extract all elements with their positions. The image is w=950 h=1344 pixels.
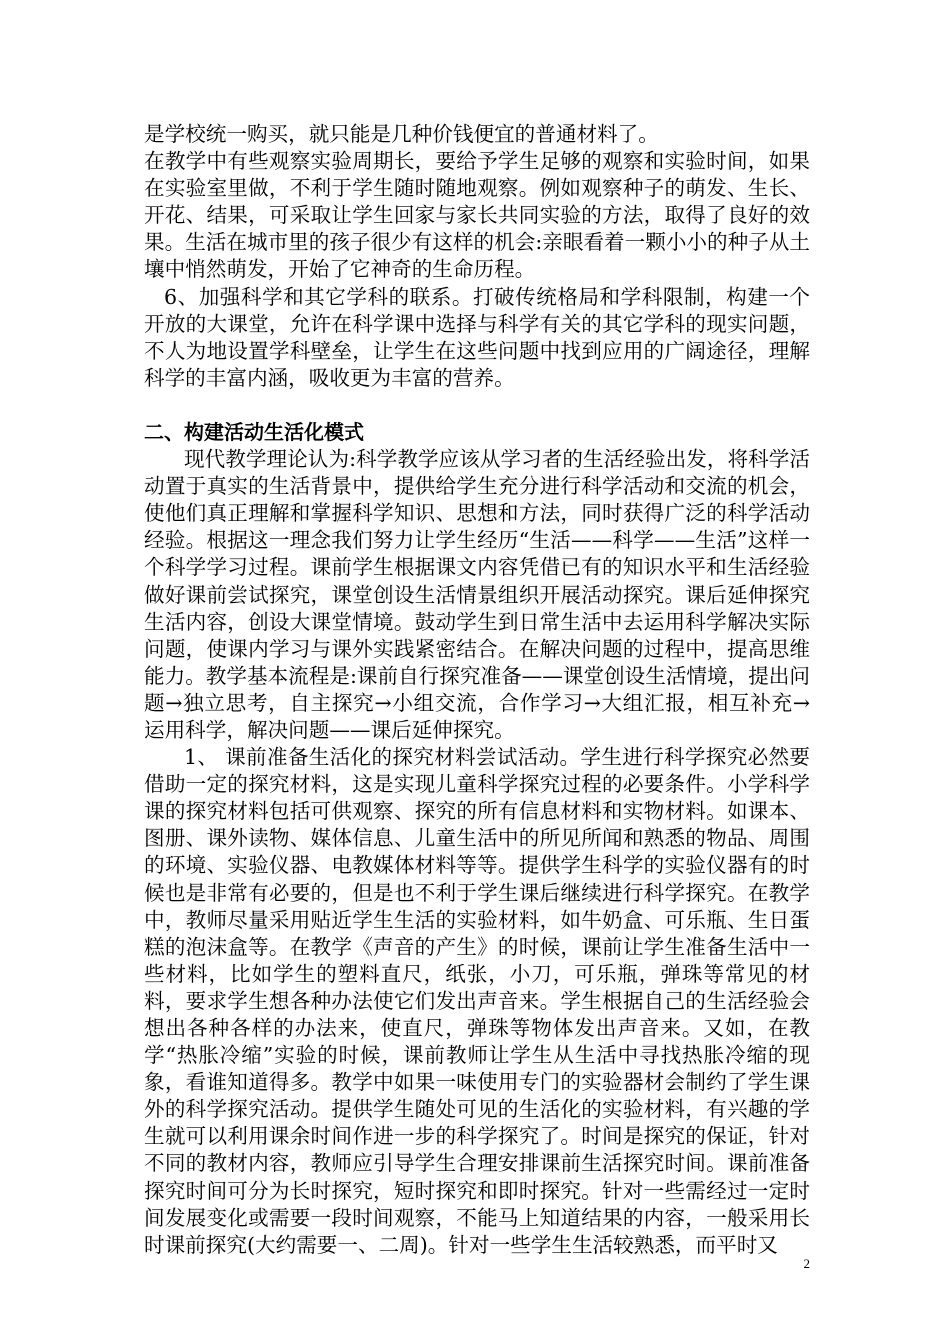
page-number: 2 bbox=[803, 1256, 810, 1271]
paragraph-point-1: 1、 课前准备生活化的探究材料尝试活动。学生进行科学探究必然要借助一定的探究材料，这是实现儿童科学探究过程的必要条件。小学科学课的探究材料包括可供观察、探究的所有信息材料和实物材料。如课本、图册、课外读物、媒体信息、儿童生活中的所见所闻和熟悉的物品、周围的环境、实验仪器、电教媒体材料等等。提供学生科学的实验仪器有的时候也是非常有必要的，但是也不利于学生课后继续进行科学探究。在教学中，教师尽量采用贴近学生生活的实验材料，如牛奶盒、可乐瓶、生日蛋糕的泡沫盒等。在教学《声音的产生》的时候，课前让学生准备生活中一些材料，比如学生的塑料直尺，纸张，小刀，可乐瓶，弹珠等常见的材料，要求学生想各种办法使它们发出声音来。学生根据自己的生活经验会想出各种各样的办法来，使直尺，弹珠等物体发出声音来。又如，在教学“热胀冷缩”实验的时候，课前教师让学生从生活中寻找热胀冷缩的现象，看谁知道得多。教学中如果一味使用专门的实验器材会制约了学生课外的科学探究活动。提供学生随处可见的生活化的实验材料，有兴趣的学生就可以利用课余时间作进一步的科学探究了。时间是探究的保证，针对不同的教材内容，教师应引导学生合理安排课前生活探究时间。课前准备探究时间可分为长时探究，短时探究和即时探究。针对一些需经过一定时间发展变化或需要一段时间观察，不能马上知道结果的内容，一般采用长时课前探究(大约需要一、二周)。针对一些学生生活较熟悉，而平时又 bbox=[144, 745, 810, 1257]
paragraph-theory: 现代教学理论认为:科学教学应该从学习者的生活经验出发，将科学活动置于真实的生活背景中，提供给学生充分进行科学活动和交流的机会，使他们真正理解和掌握科学知识、思想和方法，同时获得广泛的科学活动经验。根据这一理念我们努力让学生经历“生活——科学——生活”这样一个科学学习过程。课前学生根据课文内容凭借已有的知识水平和生活经验做好课前尝试探究，课堂创设生活情景组织开展活动探究。课后延伸探究生活内容，创设大课堂情境。鼓动学生到日常生活中去运用科学解决实际问题，使课内学习与课外实践紧密结合。在解决问题的过程中，提高思维能力。教学基本流程是:课前自行探究准备——课堂创设生活情境，提出问题→独立思考，自主探究→小组交流，合作学习→大组汇报，相互补充→运用科学，解决问题——课后延伸探究。 bbox=[144, 447, 810, 742]
paragraph-continuation: 是学校统一购买，就只能是几种价钱便宜的普通材料了。 bbox=[144, 122, 659, 146]
paragraph-observation: 在教学中有些观察实验周期长，要给予学生足够的观察和实验时间，如果在实验室里做，不利于学生随时随地观察。例如观察种子的萌发、生长、开花、结果，可采取让学生回家与家长共同实验的方法，取得了良好的效果。生活在城市里的孩子很少有这样的机会:亲眼看着一颗小小的种子从土壤中悄然萌发，开始了它神奇的生命历程。 bbox=[144, 149, 810, 282]
body-text bbox=[144, 121, 810, 1259]
paragraph-point-6: 6、加强科学和其它学科的联系。打破传统格局和学科限制，构建一个开放的大课堂，允许在科学课中选择与科学有关的其它学科的现实问题，不人为地设置学科壁垒，让学生在这些问题中找到应用的广阔途径，理解科学的丰富内涵，吸收更为丰富的营养。 bbox=[144, 284, 810, 390]
spacer bbox=[144, 392, 810, 419]
section-heading: 二、构建活动生活化模式 bbox=[144, 419, 364, 444]
